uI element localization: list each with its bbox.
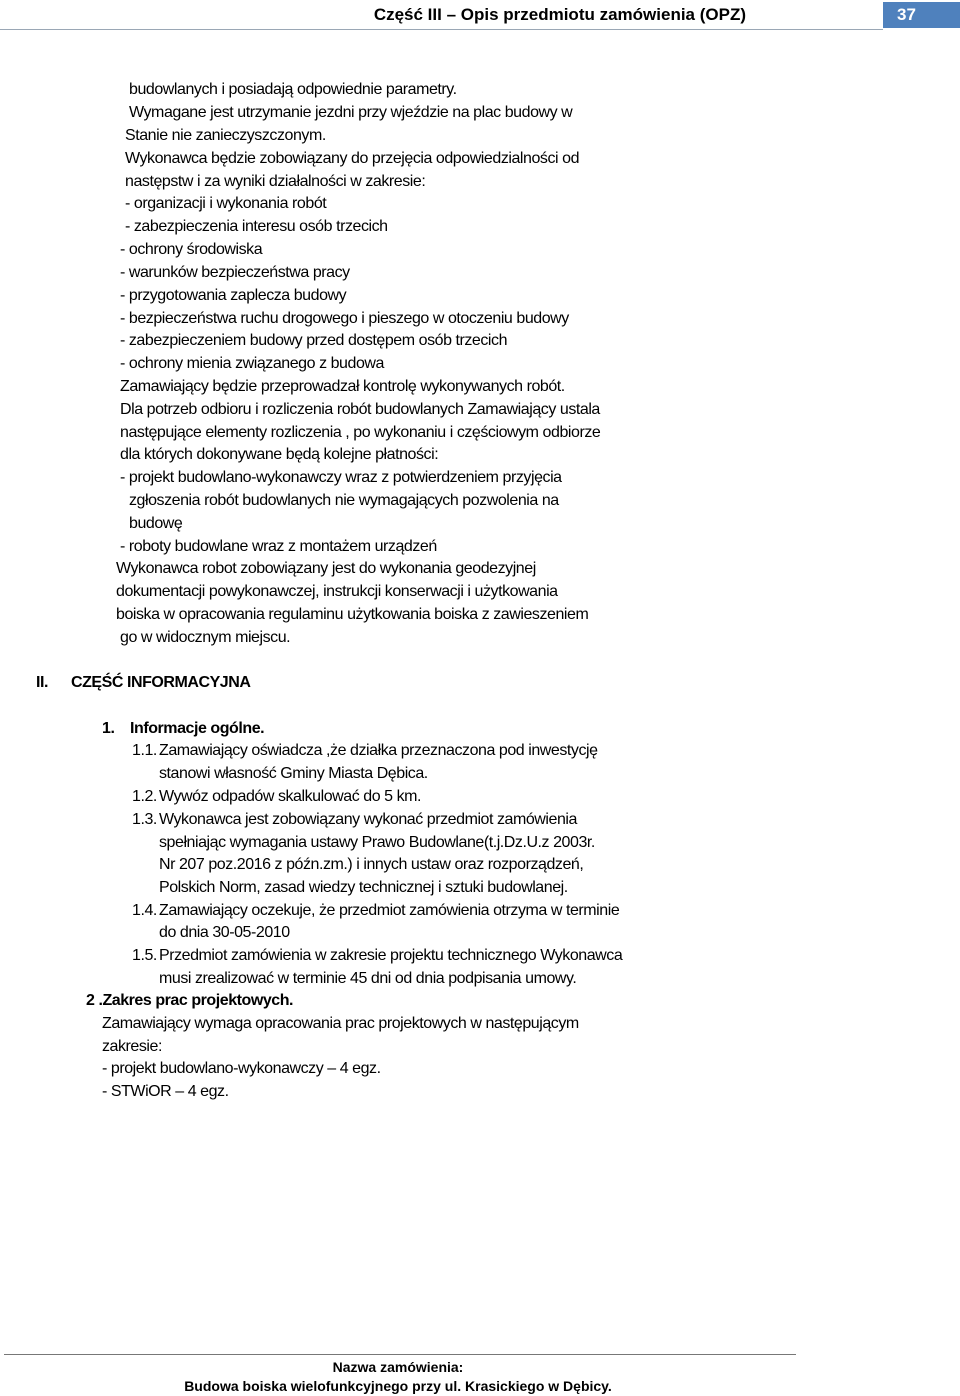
responsibility-item: - organizacji i wykonania robót [125,195,327,212]
footer-label: Nazwa zamówienia: [332,1359,464,1375]
header-divider [0,29,883,30]
item-text: Wywóz odpadów skalkulować do 5 km. [159,788,422,805]
responsibility-item: - bezpieczeństwa ruchu drogowego i pieszego w otoczeniu budowy [120,310,569,327]
subsection-heading: 2 .Zakres prac projektowych. [86,992,294,1009]
body-line: następstw i za wyniki działalności w zakresie: [125,173,426,190]
section-numeral: II. [36,674,48,691]
responsibility-item: - ochrony środowiska [120,241,263,258]
body-line: Zamawiający będzie przeprowadzał kontrolę wykonywanych robót. [120,378,565,395]
item-number: 1.1. [132,742,157,759]
body-line: go w widocznym miejscu. [120,629,291,646]
body-line: boiska w opracowania regulaminu użytkowania boiska z zawieszeniem [116,606,589,623]
responsibility-item: - przygotowania zaplecza budowy [120,287,347,304]
body-line: następujące elementy rozliczenia , po wykonaniu i częściowym odbiorze [120,424,601,441]
item-text: spełniając wymagania ustawy Prawo Budowlane(t.j.Dz.U.z 2003r. [159,834,595,851]
item-text: do dnia 30-05-2010 [159,924,290,941]
responsibility-item: - zabezpieczeniem budowy przed dostępem osób trzecich [120,332,508,349]
body-line: Wykonawca robot zobowiązany jest do wykonania geodezyjnej [116,560,536,577]
item-number: 1.2. [132,788,157,805]
footer-divider [4,1354,796,1355]
responsibility-item: - warunków bezpieczeństwa pracy [120,264,350,281]
item-text: Przedmiot zamówienia w zakresie projektu technicznego Wykonawca [159,947,623,964]
body-line: Wykonawca będzie zobowiązany do przejęcia odpowiedzialności od [125,150,580,167]
item-number: 1.4. [132,902,157,919]
item-text: Polskich Norm, zasad wiedzy technicznej i sztuki budowlanej. [159,879,568,896]
subsection-heading: Informacje ogólne. [130,720,265,737]
page-number-badge: 37 [883,2,960,28]
billing-item: zgłoszenia robót budowlanych nie wymagających pozwolenia na [129,492,559,509]
billing-item: budowę [129,515,183,532]
page-header-title: Część III – Opis przedmiotu zamówienia (OPZ) [373,5,746,24]
item-text: stanowi własność Gminy Miasta Dębica. [159,765,428,782]
footer-project-title: Budowa boiska wielofunkcyjnego przy ul. Krasickiego w Dębicy. [184,1378,612,1394]
item-text: musi zrealizować w terminie 45 dni od dnia podpisania umowy. [159,970,577,987]
subsection-number: 1. [102,720,115,737]
body-line: Dla potrzeb odbioru i rozliczenia robót budowlanych Zamawiający ustala [120,401,600,418]
item-number: 1.3. [132,811,157,828]
body-line: zakresie: [102,1038,162,1055]
section-heading: CZĘŚĆ INFORMACYJNA [71,674,251,691]
body-line: dokumentacji powykonawczej, instrukcji konserwacji i użytkowania [116,583,558,600]
item-number: 1.5. [132,947,157,964]
item-text: Nr 207 poz.2016 z późn.zm.) i innych ustaw oraz rozporządzeń, [159,856,584,873]
body-line: Stanie nie zanieczyszczonym. [125,127,326,144]
item-text: Zamawiający oświadcza ,że działka przeznaczona pod inwestycję [159,742,598,759]
item-text: Zamawiający oczekuje, że przedmiot zamówienia otrzyma w terminie [159,902,620,919]
scope-item: - projekt budowlano-wykonawczy – 4 egz. [102,1060,381,1077]
body-line: budowlanych i posiadają odpowiednie parametry. [129,81,457,98]
item-text: Wykonawca jest zobowiązany wykonać przedmiot zamówienia [159,811,577,828]
body-line: Wymagane jest utrzymanie jezdni przy wjeździe na plac budowy w [129,104,573,121]
billing-item: - projekt budowlano-wykonawczy wraz z potwierdzeniem przyjęcia [120,469,562,486]
body-line: dla których dokonywane będą kolejne płatności: [120,446,439,463]
scope-item: - STWiOR – 4 egz. [102,1083,229,1100]
billing-item: - roboty budowlane wraz z montażem urządzeń [120,538,437,555]
body-line: Zamawiający wymaga opracowania prac projektowych w następującym [102,1015,579,1032]
responsibility-item: - zabezpieczenia interesu osób trzecich [125,218,388,235]
responsibility-item: - ochrony mienia związanego z budowa [120,355,384,372]
